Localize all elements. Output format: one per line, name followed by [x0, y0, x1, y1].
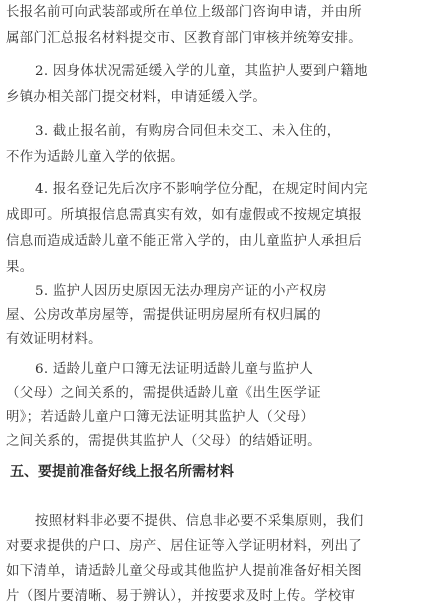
text-line: 明》；若适龄儿童户口簿无法证明其监护人（父母） — [6, 410, 315, 425]
text-line: 对要求提供的户口、房产、居住证等入学证明材料，列出了 — [6, 539, 362, 554]
text-line: 之间关系的，需提供其监护人（父母）的结婚证明。 — [6, 434, 321, 449]
text-line: 2. 因身体状况需延缓入学的儿童，其监护人要到户籍地 — [35, 64, 368, 79]
text-line: 如下清单，请适龄儿童父母或其他监护人提前准备好相关图 — [6, 564, 362, 579]
text-line: 按照材料非必要不提供、信息非必要不采集原则，我们 — [35, 514, 364, 529]
text-line: 乡镇办相关部门提交材料，申请延缓入学。 — [6, 90, 267, 105]
text-line: 果。 — [6, 260, 34, 275]
text-line: 成即可。所填报信息需真实有效，如有虚假或不按规定填报 — [6, 208, 362, 223]
text-line: 6. 适龄儿童户口簿无法证明适龄儿童与监护人 — [35, 362, 314, 377]
text-line: 有效证明材料。 — [6, 332, 102, 347]
text-line: 3. 截止报名前，有购房合同但未交工、未入住的， — [35, 124, 341, 139]
text-line: 屋、公房改革房屋等，需提供证明房屋所有权归属的 — [6, 308, 321, 323]
text-line: 长报名前可向武装部或所在单位上级部门咨询申请，并由所 — [6, 5, 362, 20]
section-heading: 五、要提前准备好线上报名所需材料 — [10, 464, 234, 480]
text-line: 片（图片要清晰、易于辨认），并按要求及时上传。学校审 — [6, 589, 356, 604]
text-line: 信息而造成适龄儿童不能正常入学的，由儿童监护人承担后 — [6, 234, 362, 249]
text-line: 属部门汇总报名材料提交市、区教育部门审核并统筹安排。 — [6, 31, 362, 46]
text-line: 不作为适龄儿童入学的依据。 — [6, 150, 184, 165]
text-line: 4. 报名登记先后次序不影响学位分配，在规定时间内完 — [35, 182, 368, 197]
text-line: 5. 监护人因历史原因无法办理房产证的小产权房 — [35, 284, 327, 299]
text-line: （父母）之间关系的，需提供适龄儿童《出生医学证 — [6, 386, 321, 401]
